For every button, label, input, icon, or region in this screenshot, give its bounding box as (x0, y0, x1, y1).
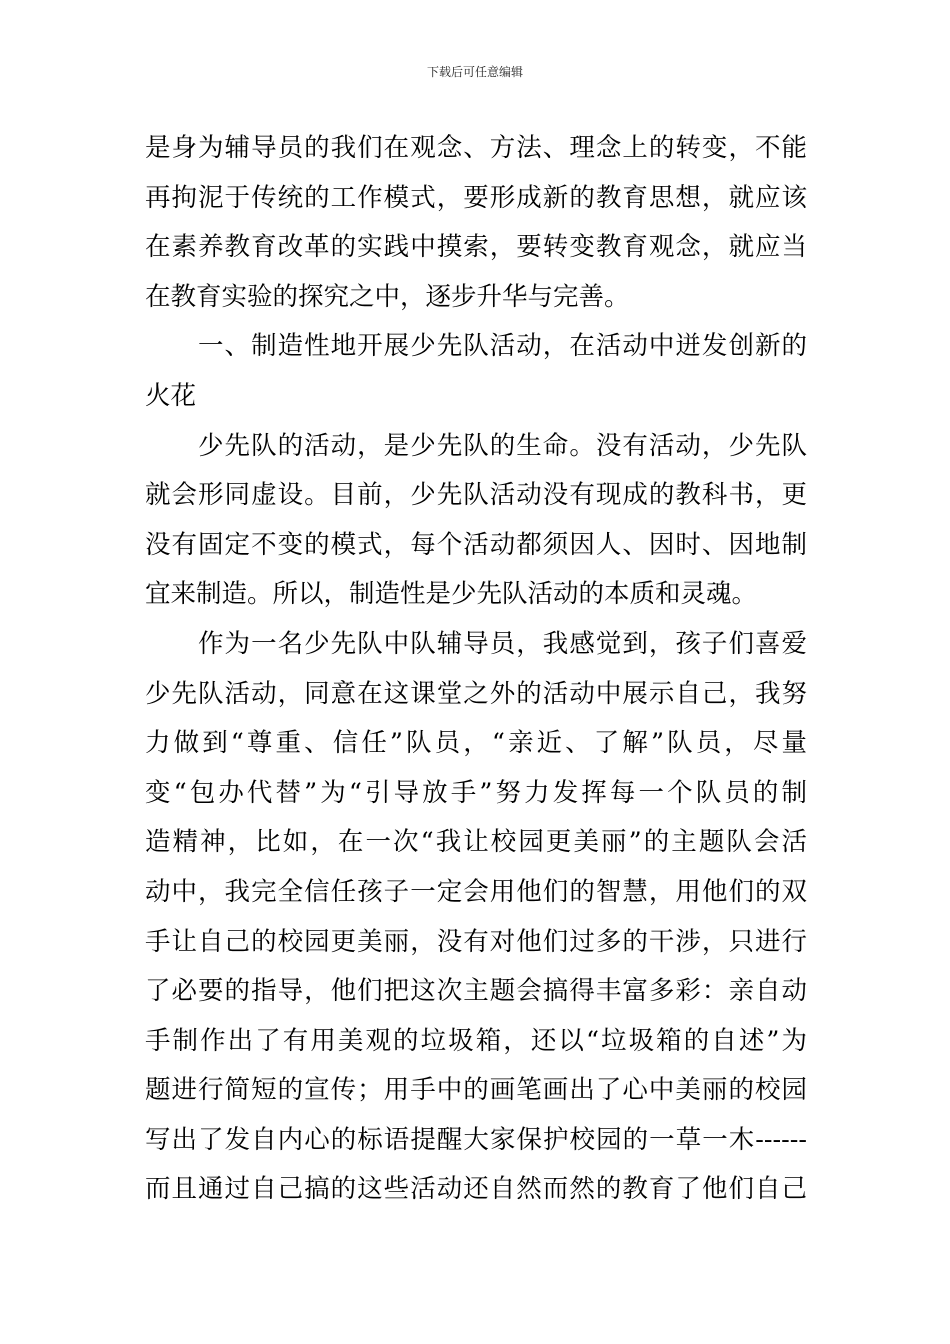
text-line: 是身为辅导员的我们在观念、方法、理念上的转变，不能 (145, 133, 807, 163)
text-line: 火花 (145, 380, 197, 411)
text-line: 就会形同虚设。目前，少先队活动没有现成的教科书，更 (145, 480, 807, 511)
text-line: 宜来制造。所以，制造性是少先队活动的本质和灵魂。 (145, 579, 758, 610)
text-line: 了必要的指导，他们把这次主题会搞得丰富多彩：亲自动 (145, 976, 807, 1007)
text-line: 而且通过自己搞的这些活动还自然而然的教育了他们自己 (145, 1174, 807, 1205)
text-line: 动中，我完全信任孩子一定会用他们的智慧，用他们的双 (145, 876, 807, 907)
text-line: 在素养教育改革的实践中摸索，要转变教育观念，就应当 (145, 232, 807, 263)
text-line: 再拘泥于传统的工作模式，要形成新的教育思想，就应该 (145, 182, 807, 213)
page-header: 下载后可任意编辑 (426, 65, 523, 79)
text-line: 一、制造性地开展少先队活动，在活动中迸发创新的 (145, 331, 807, 362)
text-line: 没有固定不变的模式，每个活动都须因人、因时、因地制 (145, 529, 807, 560)
text-line: 手让自己的校园更美丽，没有对他们过多的干涉，只进行 (145, 926, 807, 957)
text-line: 写出了发自内心的标语提醒大家保护校园的一草一木------ (145, 1124, 807, 1155)
text-line: 作为一名少先队中队辅导员，我感觉到，孩子们喜爱 (145, 628, 807, 659)
text-line: 少先队活动，同意在这课堂之外的活动中展示自己，我努 (145, 678, 807, 709)
text-line: 少先队的活动，是少先队的生命。没有活动，少先队 (145, 430, 807, 461)
text-line: 造精神，比如，在一次“我让校园更美丽”的主题队会活 (145, 827, 807, 858)
text-line: 题进行简短的宣传；用手中的画笔画出了心中美丽的校园 (145, 1075, 807, 1106)
document-body (145, 124, 807, 1215)
text-line: 变“包办代替”为“引导放手”努力发挥每一个队员的制 (145, 777, 807, 808)
text-line: 力做到“尊重、信任”队员，“亲近、了解”队员，尽量 (145, 728, 807, 759)
text-line: 在教育实验的探究之中，逐步升华与完善。 (145, 281, 630, 312)
text-line: 手制作出了有用美观的垃圾箱，还以“垃圾箱的自述”为 (145, 1025, 807, 1056)
